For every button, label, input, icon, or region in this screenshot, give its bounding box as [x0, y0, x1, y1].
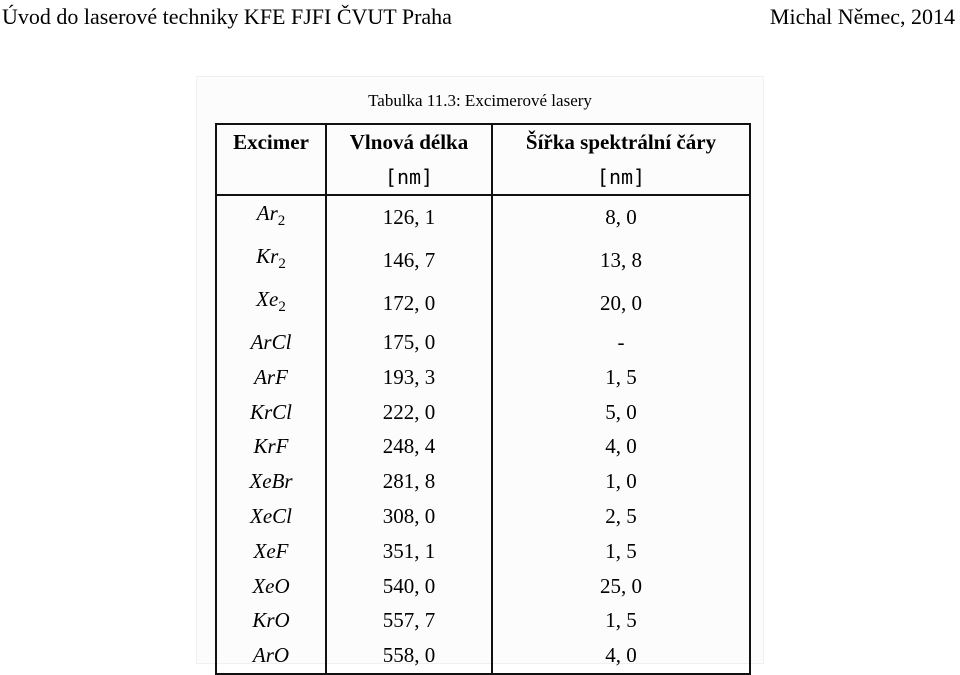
cell-wavelength: 193, 3 [326, 360, 492, 395]
cell-excimer [216, 603, 326, 638]
table-row [216, 569, 750, 604]
cell-linewidth: 5, 0 [492, 395, 750, 430]
cell-wavelength: 351, 1 [326, 534, 492, 569]
table-row [216, 195, 750, 239]
cell-excimer [216, 195, 326, 239]
cell-excimer [216, 499, 326, 534]
excimer-formula: XeF [253, 538, 289, 563]
cell-linewidth: 1, 5 [492, 534, 750, 569]
excimer-formula: KrO [252, 608, 290, 633]
excimer-formula: KrCl [249, 399, 293, 424]
cell-excimer [216, 534, 326, 569]
cell-linewidth: 4, 0 [492, 429, 750, 464]
cell-excimer [216, 464, 326, 499]
excimer-formula: Ar [256, 201, 278, 225]
excimer-subscript: 2 [277, 213, 286, 230]
table-row [216, 282, 750, 325]
cell-excimer [216, 239, 326, 282]
cell-wavelength: 281, 8 [326, 464, 492, 499]
excimer-formula: ArO [252, 643, 290, 668]
excimer-formula: Kr [256, 243, 279, 268]
cell-wavelength: 172, 0 [326, 282, 492, 325]
document-header-title: Úvod do laserové techniky KFE FJFI ČVUT Praha [2, 4, 452, 29]
cell-wavelength: 558, 0 [326, 638, 492, 674]
excimer-formula: XeCl [250, 503, 292, 528]
excimer-subscript: 2 [278, 299, 286, 316]
cell-wavelength: 248, 4 [326, 429, 492, 464]
excimer-formula: XeO [252, 573, 290, 598]
table-caption: Tabulka 11.3: Excimerové lasery [368, 91, 592, 110]
cell-linewidth: 8, 0 [492, 195, 750, 239]
cell-excimer [216, 429, 326, 464]
cell-linewidth: 25, 0 [492, 569, 750, 604]
unit-excimer [216, 160, 326, 195]
cell-wavelength: 308, 0 [326, 499, 492, 534]
table-row [216, 603, 750, 638]
unit-wavelength: [nm] [326, 160, 492, 195]
unit-linewidth: [nm] [492, 160, 750, 195]
cell-wavelength: 146, 7 [326, 239, 492, 282]
table-row [216, 325, 750, 360]
table-row [216, 638, 750, 674]
cell-linewidth: 2, 5 [492, 499, 750, 534]
cell-excimer [216, 395, 326, 430]
excimer-lasers-table [215, 123, 751, 675]
column-header-wavelength: Vlnová délka [326, 124, 492, 160]
column-header-excimer: Excimer [216, 124, 326, 160]
table-row [216, 395, 750, 430]
table-row [216, 360, 750, 395]
table-header-row [216, 124, 750, 160]
table-row [216, 239, 750, 282]
excimer-formula: ArCl [250, 329, 292, 354]
excimer-formula: Xe [256, 286, 279, 311]
excimer-subscript: 2 [278, 256, 286, 273]
table-row [216, 499, 750, 534]
cell-excimer [216, 360, 326, 395]
excimer-formula: ArF [254, 364, 288, 389]
cell-linewidth: 1, 0 [492, 464, 750, 499]
cell-wavelength: 540, 0 [326, 569, 492, 604]
cell-wavelength: 126, 1 [326, 195, 492, 239]
scanned-table-image [196, 76, 764, 668]
cell-linewidth: 1, 5 [492, 360, 750, 395]
column-header-linewidth: Šířka spektrální čáry [492, 124, 750, 160]
cell-linewidth: 13, 8 [492, 239, 750, 282]
excimer-formula: XeBr [249, 469, 293, 494]
excimer-formula: KrF [253, 434, 289, 459]
cell-linewidth: 20, 0 [492, 282, 750, 325]
table-row [216, 534, 750, 569]
cell-excimer [216, 325, 326, 360]
table-row [216, 429, 750, 464]
cell-wavelength: 557, 7 [326, 603, 492, 638]
cell-linewidth: - [492, 325, 750, 360]
cell-wavelength: 222, 0 [326, 395, 492, 430]
cell-excimer [216, 282, 326, 325]
cell-wavelength: 175, 0 [326, 325, 492, 360]
table-units-row [216, 160, 750, 195]
cell-excimer [216, 569, 326, 604]
cell-linewidth: 1, 5 [492, 603, 750, 638]
cell-linewidth: 4, 0 [492, 638, 750, 674]
table-row [216, 464, 750, 499]
document-header-author: Michal Němec, 2014 [769, 4, 955, 29]
cell-excimer [216, 638, 326, 674]
